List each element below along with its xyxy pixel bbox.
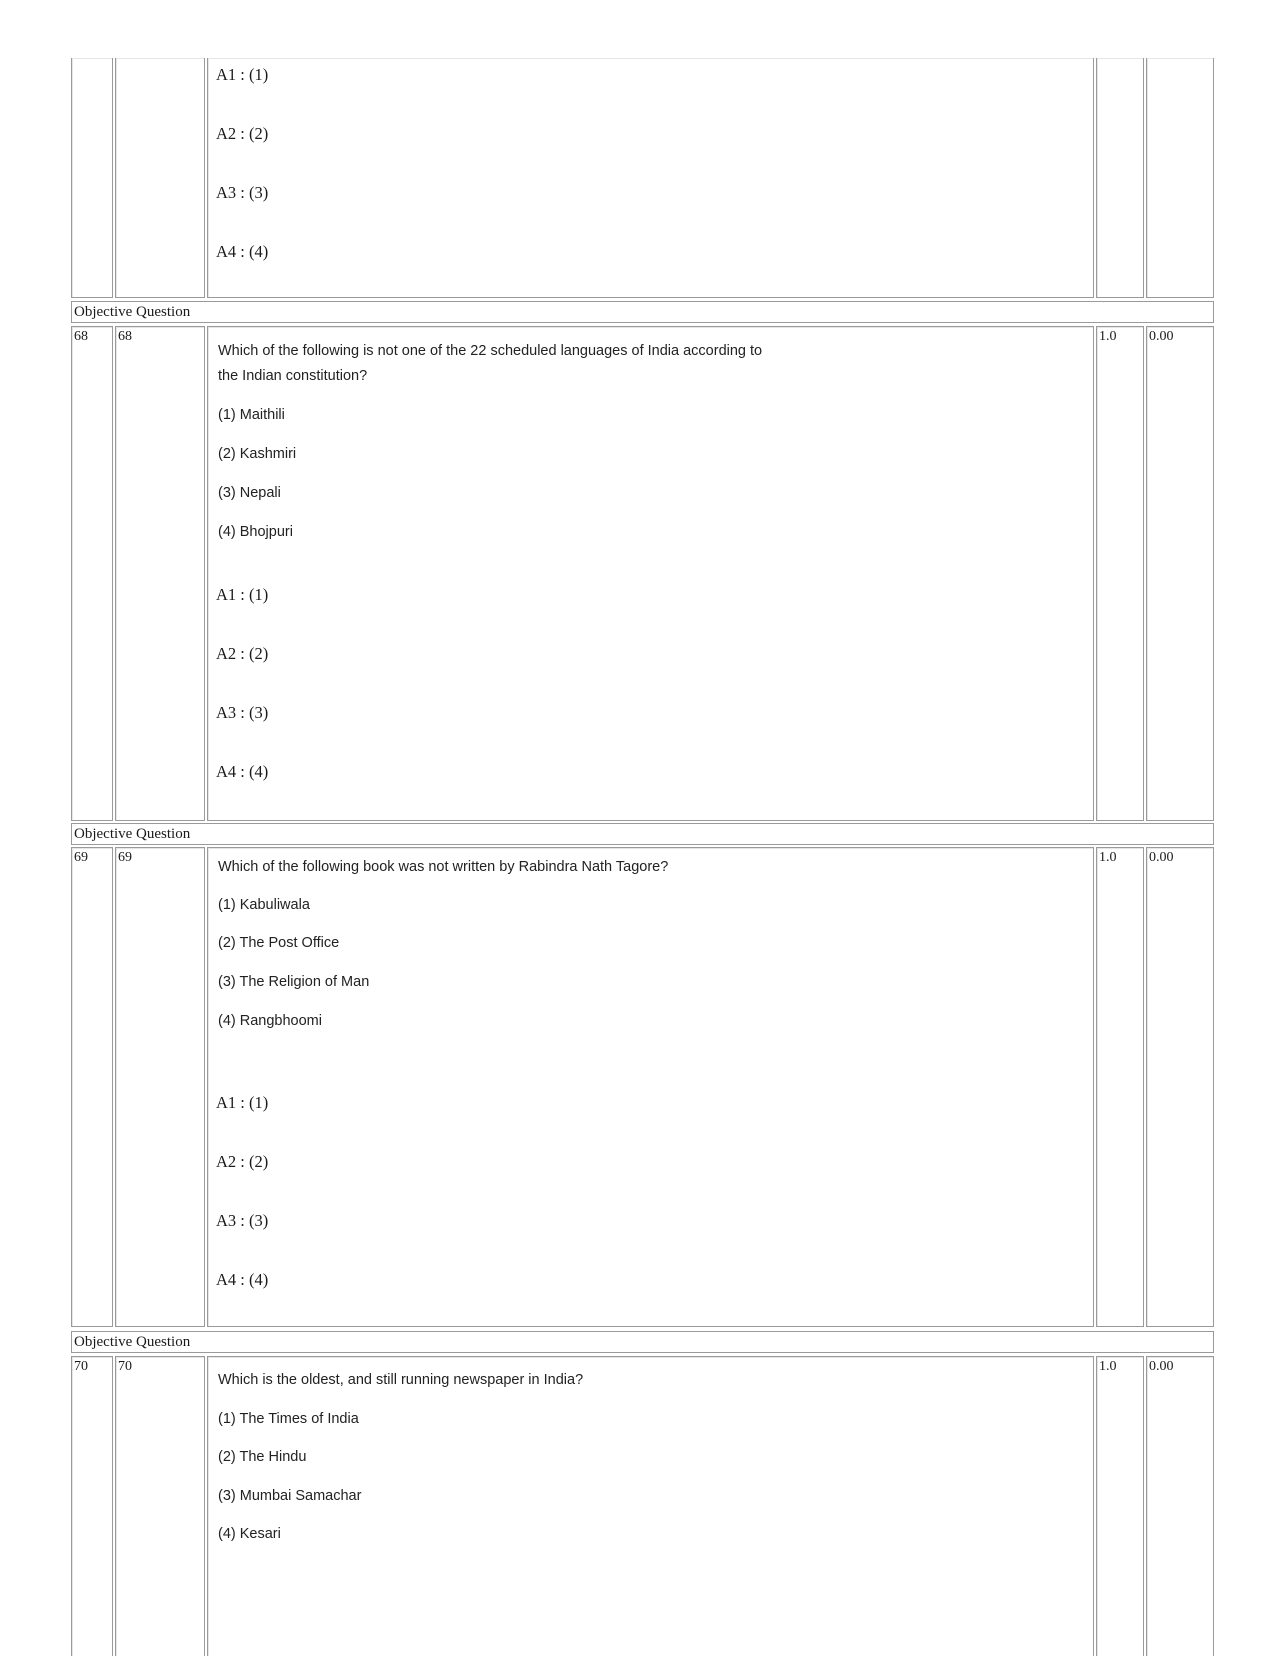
option-text: (3) Mumbai Samachar [218, 1488, 362, 1504]
option-text: (4) Kesari [218, 1526, 281, 1542]
answer-option: A2 : (2) [216, 124, 269, 143]
row-67-question-cell [207, 58, 1094, 298]
question-text: the Indian constitution? [218, 368, 368, 384]
row-67-marks-cell [1096, 58, 1144, 298]
question-text: Which of the following book was not written by Rabindra Nath Tagore? [218, 859, 669, 875]
question-id: 69 [71, 847, 113, 1327]
question-body [207, 1356, 1094, 1656]
question-body [207, 847, 1094, 1327]
answer-option: A1 : (1) [216, 1093, 269, 1112]
question-number: 69 [115, 847, 205, 1327]
option-text: (3) The Religion of Man [218, 974, 370, 990]
option-text: (1) Kabuliwala [218, 897, 310, 913]
answer-option: A3 : (3) [216, 183, 269, 202]
question-number: 68 [115, 326, 205, 821]
section-header: Objective Question [71, 823, 1214, 845]
option-text: (2) The Hindu [218, 1449, 307, 1465]
answer-option: A4 : (4) [216, 242, 269, 261]
option-text: (4) Bhojpuri [218, 524, 293, 540]
question-number: 70 [115, 1356, 205, 1656]
option-text: (2) The Post Office [218, 935, 340, 951]
section-header: Objective Question [71, 301, 1214, 323]
negative-marks: 0.00 [1146, 326, 1214, 821]
section-header: Objective Question [71, 1331, 1214, 1353]
row-67-negative-cell [1146, 58, 1214, 298]
answer-option: A4 : (4) [216, 762, 269, 781]
answer-option: A4 : (4) [216, 1270, 269, 1289]
answer-option: A1 : (1) [216, 585, 269, 604]
option-text: (2) Kashmiri [218, 446, 297, 462]
question-id: 68 [71, 326, 113, 821]
question-id: 70 [71, 1356, 113, 1656]
marks: 1.0 [1096, 847, 1144, 1327]
question-text: Which is the oldest, and still running newspaper in India? [218, 1372, 584, 1388]
answer-option: A2 : (2) [216, 1152, 269, 1171]
question-body [207, 326, 1094, 821]
row-67-num-cell [115, 58, 205, 298]
answer-option: A3 : (3) [216, 703, 269, 722]
answer-option: A2 : (2) [216, 644, 269, 663]
option-text: (4) Rangbhoomi [218, 1013, 322, 1029]
option-text: (3) Nepali [218, 485, 281, 501]
marks: 1.0 [1096, 326, 1144, 821]
option-text: (1) The Times of India [218, 1411, 359, 1427]
negative-marks: 0.00 [1146, 1356, 1214, 1656]
answer-option: A3 : (3) [216, 1211, 269, 1230]
answer-option: A1 : (1) [216, 65, 269, 84]
option-text: (1) Maithili [218, 407, 285, 423]
question-text: Which of the following is not one of the 22 scheduled languages of India according to [218, 343, 763, 359]
negative-marks: 0.00 [1146, 847, 1214, 1327]
marks: 1.0 [1096, 1356, 1144, 1656]
row-67-id-cell [71, 58, 113, 298]
